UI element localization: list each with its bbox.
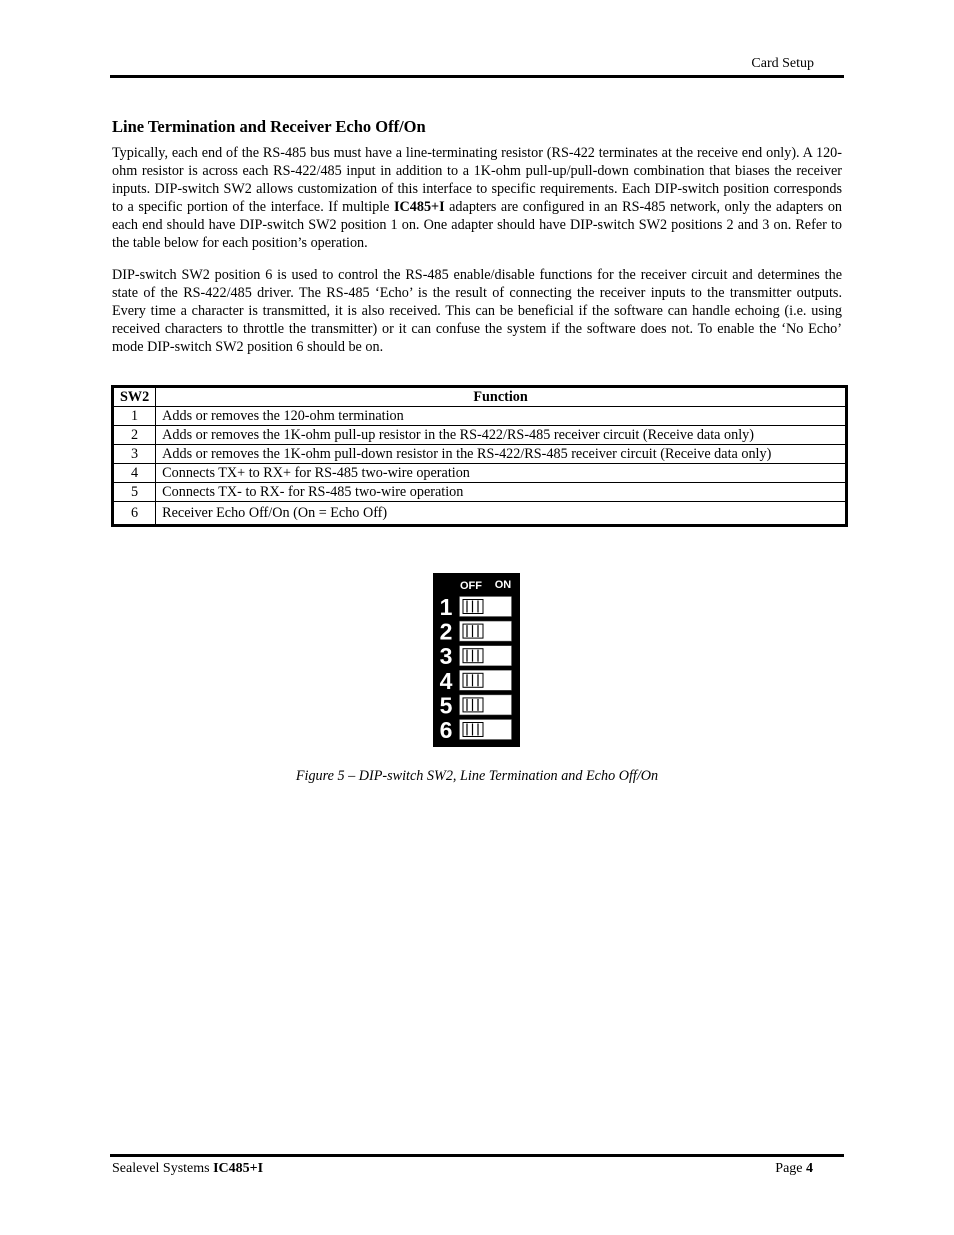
on-label: ON xyxy=(494,579,512,591)
table-row xyxy=(113,483,847,502)
table-header-row xyxy=(113,387,847,407)
product-name: IC485+I xyxy=(213,1161,264,1176)
cell-position: 4 xyxy=(113,464,156,483)
table-row xyxy=(113,445,847,464)
cell-position: 6 xyxy=(113,502,156,526)
cell-position: 5 xyxy=(113,483,156,502)
dip-switch-sw2-figure xyxy=(433,573,521,748)
switch-position-number: 6 xyxy=(439,717,453,743)
switch-position-number: 3 xyxy=(439,643,453,670)
header-rule xyxy=(110,75,844,78)
paragraph-text: Typically, each end of the RS-485 bus must have a line-terminating resistor (RS-422 terminates at the receive end only). A 120-ohm resistor is across each RS-422/485 input in addition to a 1K-ohm pull-up/pull-down combination that biases the receiver inputs. DIP-switch SW2 allows customization of this interface to specific requirements. Each DIP-switch position corresponds to a specific portion of the interface. If multiple xyxy=(112,145,842,215)
column-header-sw2: SW2 xyxy=(113,387,156,407)
section-heading: Line Termination and Receiver Echo Off/On xyxy=(112,117,426,136)
cell-function: Receiver Echo Off/On (On = Echo Off) xyxy=(156,502,847,526)
switch-position-number: 2 xyxy=(439,618,453,645)
switch-position-number: 5 xyxy=(439,692,453,719)
table-row xyxy=(113,426,847,445)
company-name: Sealevel Systems xyxy=(112,1161,214,1176)
cell-function: Adds or removes the 1K-ohm pull-down resistor in the RS-422/RS-485 receiver circuit (Receive data only) xyxy=(156,445,847,464)
page-number: 4 xyxy=(806,1161,813,1176)
sw2-function-table xyxy=(111,385,848,527)
cell-function: Connects TX+ to RX+ for RS-485 two-wire operation xyxy=(156,464,847,483)
running-header: Card Setup xyxy=(751,56,814,71)
switch-position-number: 1 xyxy=(439,594,453,620)
paragraph-echo: DIP-switch SW2 position 6 is used to control the RS-485 enable/disable functions for the receiver circuit and determines the state of the RS-422/485 driver. The RS-485 ‘Echo’ is the result of connecting the receiver inputs to the transmitter outputs. Every time a character is transmitted, it is also received. This can be beneficial if the software can handle echoing (i.e. using received characters to throttle the transmitter) or it can confuse the system if the software does not. To enable the ‘No Echo’ mode DIP-switch SW2 position 6 should be on. xyxy=(112,267,842,355)
cell-position: 2 xyxy=(113,426,156,445)
footer-page xyxy=(775,1161,813,1177)
paragraph-text: adapters are configured in an RS-485 network, only the adapters on each end should have DIP-switch SW2 position 1 on. One adapter should have DIP-switch SW2 positions 2 and 3 on. Refer to the table below for each position’s operation. xyxy=(112,199,843,251)
figure-caption: Figure 5 – DIP-switch SW2, Line Termination and Echo Off/On xyxy=(295,768,659,784)
cell-position: 3 xyxy=(113,445,156,464)
table-row xyxy=(113,407,847,426)
page-label: Page xyxy=(775,1161,806,1176)
product-name-bold: IC485+I xyxy=(393,199,445,215)
cell-function: Adds or removes the 1K-ohm pull-up resistor in the RS-422/RS-485 receiver circuit (Receive data only) xyxy=(156,426,847,445)
cell-position: 1 xyxy=(113,407,156,426)
paragraph-termination xyxy=(112,144,842,252)
switch-position-number: 4 xyxy=(439,667,453,694)
table-row xyxy=(113,464,847,483)
table-row xyxy=(113,502,847,526)
column-header-function: Function xyxy=(156,387,847,407)
footer-company xyxy=(112,1161,263,1177)
off-label: OFF xyxy=(460,580,482,592)
cell-function: Connects TX- to RX- for RS-485 two-wire operation xyxy=(156,483,847,502)
footer-rule xyxy=(110,1154,844,1157)
cell-function: Adds or removes the 120-ohm termination xyxy=(156,407,847,426)
